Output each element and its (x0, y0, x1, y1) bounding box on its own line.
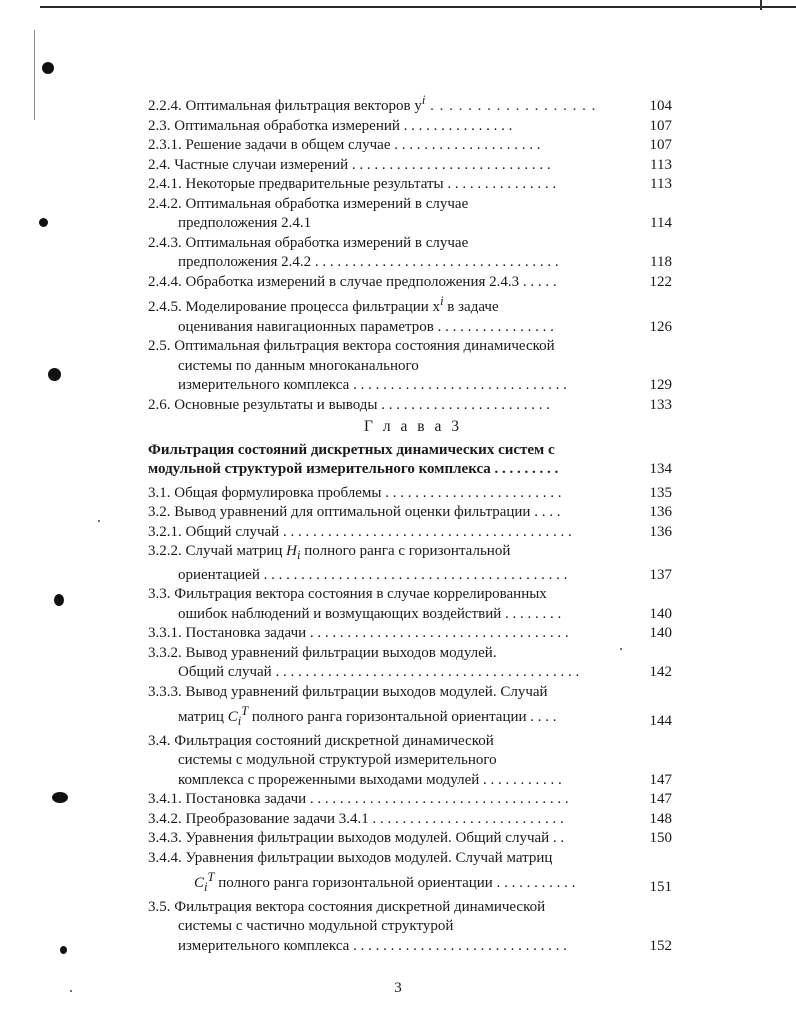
toc-entry-3-4 (148, 732, 678, 791)
entry-text-cont: системы с частично модульной структурой (178, 918, 454, 934)
toc-entry-2-2-4 (148, 91, 678, 117)
toc-entry-3-2-2 (148, 542, 678, 585)
entry-text-tail: в задаче (443, 299, 499, 315)
scan-edge-top (40, 6, 796, 8)
entry-text-cont: ошибок наблюдений и возмущающих воздействий . . . . . . . . (178, 605, 562, 622)
entry-text: 2.3. Оптимальная обработка измерений . . . . . . . . . . . . . . . (148, 117, 513, 134)
page-ref: 129 (649, 377, 672, 393)
page-ref: 107 (649, 137, 672, 153)
page-ref: 142 (649, 664, 672, 680)
toc-chapter-title (148, 441, 678, 480)
punch-hole-6 (60, 946, 67, 954)
matrix-symbol: H (286, 543, 298, 559)
page-ref: 107 (649, 117, 672, 134)
punch-hole-1 (42, 62, 54, 74)
toc-entry-3-1 (148, 484, 678, 504)
page-ref: 150 (649, 830, 672, 846)
entry-text: 2.5. Оптимальная фильтрация вектора состояния динамической (148, 338, 555, 354)
entry-text: 3.3. Фильтрация вектора состояния в случае коррелированных (148, 586, 547, 602)
chapter-title-text: Фильтрация состояний дискретных динамических систем с (148, 441, 555, 458)
page-ref: 104 (649, 98, 672, 114)
toc-entry-2-4-1 (148, 175, 678, 195)
toc-entry-3-4-1 (148, 790, 678, 810)
superscript: i (421, 93, 426, 107)
page-ref: 126 (649, 318, 672, 335)
subscript: i (297, 548, 301, 562)
entry-text-cont: предположения 2.4.2 . . . . . . . . . . . . . . . . . . . . . . . . . . . . . . . . . (178, 254, 559, 270)
subscript: i (237, 714, 242, 728)
page-ref: 147 (649, 771, 672, 788)
scan-edge-left (34, 30, 35, 120)
entry-text-tail: полного ранга горизонтальной ориентации . . . . (248, 709, 557, 725)
entry-text-tail: полного ранга с горизонтальной (300, 543, 511, 559)
punch-hole-2 (39, 218, 48, 227)
page-ref: 152 (649, 937, 672, 954)
leader-dots: . . . . . . . . . . . . . . . . . . (425, 98, 597, 114)
page-ref: 147 (649, 791, 672, 807)
toc-entry-3-5 (148, 898, 678, 957)
matrix-symbol: C (227, 709, 238, 725)
entry-text-cont: ориентацией . . . . . . . . . . . . . . . . . . . . . . . . . . . . . . . . . . . . . . . . . (178, 566, 568, 583)
entry-text: 2.2.4. Оптимальная фильтрация векторов y (148, 98, 422, 114)
superscript: i (440, 294, 444, 308)
entry-text: 3.2.1. Общий случай . . . . . . . . . . . . . . . . . . . . . . . . . . . . . . . . . . . . . . . (148, 523, 572, 540)
punch-hole-4 (54, 594, 64, 606)
toc-entry-3-2-1 (148, 523, 678, 543)
entry-text: 3.4.3. Уравнения фильтрации выходов модулей. Общий случай . . (148, 830, 565, 846)
toc-entry-2-5 (148, 337, 678, 396)
page-ref: 134 (649, 461, 672, 477)
entry-text: 3.3.3. Вывод уравнений фильтрации выходов модулей. Случай (148, 683, 548, 700)
entry-text: 3.2. Вывод уравнений для оптимальной оценки фильтрации . . . . (148, 504, 561, 520)
entry-text-cont: измерительного комплекса . . . . . . . . . . . . . . . . . . . . . . . . . . . . . (178, 377, 567, 393)
page-ref: 135 (649, 484, 672, 501)
page-ref: 140 (649, 605, 672, 622)
toc-entry-3-4-4 (148, 849, 678, 898)
page-ref: 136 (649, 523, 672, 540)
entry-text: 3.4.2. Преобразование задачи 3.4.1 . . . . . . . . . . . . . . . . . . . . . . . . . . (148, 810, 564, 827)
page-number: 3 (394, 980, 402, 996)
entry-text: 3.4.4. Уравнения фильтрации выходов модулей. Случай матриц (148, 849, 553, 866)
page-ref: 136 (649, 504, 672, 520)
page-ref: 113 (650, 176, 672, 192)
subscript: i (204, 880, 208, 894)
toc-entry-3-3 (148, 585, 678, 624)
page-ref: 137 (649, 566, 672, 583)
toc-entry-2-4-2 (148, 195, 678, 234)
toc-entry-3-4-3 (148, 829, 678, 849)
page-ref: 122 (649, 273, 672, 290)
toc-entry-2-3 (148, 117, 678, 137)
entry-text-cont: Общий случай . . . . . . . . . . . . . . . . . . . . . . . . . . . . . . . . . . . . . . . . . (178, 664, 580, 680)
entry-text-cont: предположения 2.4.1 (178, 215, 312, 231)
entry-text: 2.4.1. Некоторые предварительные результаты . . . . . . . . . . . . . . . (148, 176, 557, 192)
page-ref: 151 (649, 879, 672, 895)
entry-text: 3.4. Фильтрация состояний дискретной динамической (148, 732, 494, 749)
entry-text-cont: оценивания навигационных параметров . . . . . . . . . . . . . . . . (178, 318, 554, 335)
toc-entry-2-4-4 (148, 273, 678, 293)
entry-text: 3.3.2. Вывод уравнений фильтрации выходов модулей. (148, 644, 497, 661)
page-ref: 113 (650, 156, 672, 173)
toc-entry-2-6 (148, 396, 678, 416)
entry-text-cont: системы с модульной структурой измерительного (178, 752, 497, 768)
page-ref: 144 (649, 713, 672, 729)
page-ref: 133 (649, 396, 672, 413)
toc-entry-3-4-2 (148, 810, 678, 830)
toc-entry-3-3-2 (148, 644, 678, 683)
entry-text-tail: полного ранга горизонтальной ориентации . . . . . . . . . . . (214, 875, 576, 891)
toc-entry-3-3-1 (148, 624, 678, 644)
entry-text: 2.4.5. Моделирование процесса фильтрации x (148, 299, 441, 315)
entry-text: 2.4.2. Оптимальная обработка измерений в случае (148, 195, 469, 212)
table-of-contents (148, 91, 678, 956)
entry-text: 2.4.3. Оптимальная обработка измерений в случае (148, 234, 469, 251)
scan-edge-mark (760, 0, 762, 10)
toc-entry-3-3-3 (148, 683, 678, 732)
superscript: T (207, 870, 215, 884)
entry-text: 2.4.4. Обработка измерений в случае предположения 2.4.3 . . . . . (148, 273, 557, 290)
page-ref: 148 (649, 810, 672, 827)
entry-text: 2.4. Частные случаи измерений . . . . . . . . . . . . . . . . . . . . . . . . . . . (148, 156, 551, 173)
toc-entry-2-4-5 (148, 292, 678, 337)
punch-hole-5 (52, 792, 68, 803)
page-ref: 118 (650, 254, 672, 270)
toc-entry-2-4 (148, 156, 678, 176)
toc-entry-2-3-1 (148, 136, 678, 156)
toc-entry-3-2 (148, 503, 678, 523)
entry-text: 3.2.2. Случай матриц (148, 543, 287, 559)
entry-text-cont: системы по данным многоканального (178, 357, 419, 374)
punch-hole-3 (48, 368, 61, 381)
entry-text: 2.3.1. Решение задачи в общем случае . . . . . . . . . . . . . . . . . . . . (148, 137, 541, 153)
entry-text: 2.6. Основные результаты и выводы . . . . . . . . . . . . . . . . . . . . . . . (148, 396, 550, 413)
page-ref: 114 (650, 215, 672, 231)
superscript: T (241, 704, 249, 718)
page-ref: 140 (649, 625, 672, 641)
matrix-symbol: C (194, 875, 205, 891)
entry-text-cont: матриц (178, 709, 228, 725)
entry-text: 3.3.1. Постановка задачи . . . . . . . . . . . . . . . . . . . . . . . . . . . . . . . . . . . (148, 625, 569, 641)
entry-text: 3.5. Фильтрация вектора состояния дискретной динамической (148, 898, 546, 915)
toc-entry-2-4-3 (148, 234, 678, 273)
entry-text-cont: комплекса с прореженными выходами модулей . . . . . . . . . . . (178, 771, 562, 788)
speck-1 (98, 520, 100, 522)
entry-text: 3.4.1. Постановка задачи . . . . . . . . . . . . . . . . . . . . . . . . . . . . . . . . . . . (148, 791, 569, 807)
entry-text: 3.1. Общая формулировка проблемы . . . . . . . . . . . . . . . . . . . . . . . . (148, 484, 562, 501)
chapter-heading: Г л а в а 3 (364, 418, 462, 435)
chapter-title-cont: модульной структурой измерительного комплекса . . . . . . . . . (148, 461, 559, 477)
entry-text-cont: измерительного комплекса . . . . . . . . . . . . . . . . . . . . . . . . . . . . . (178, 937, 567, 954)
